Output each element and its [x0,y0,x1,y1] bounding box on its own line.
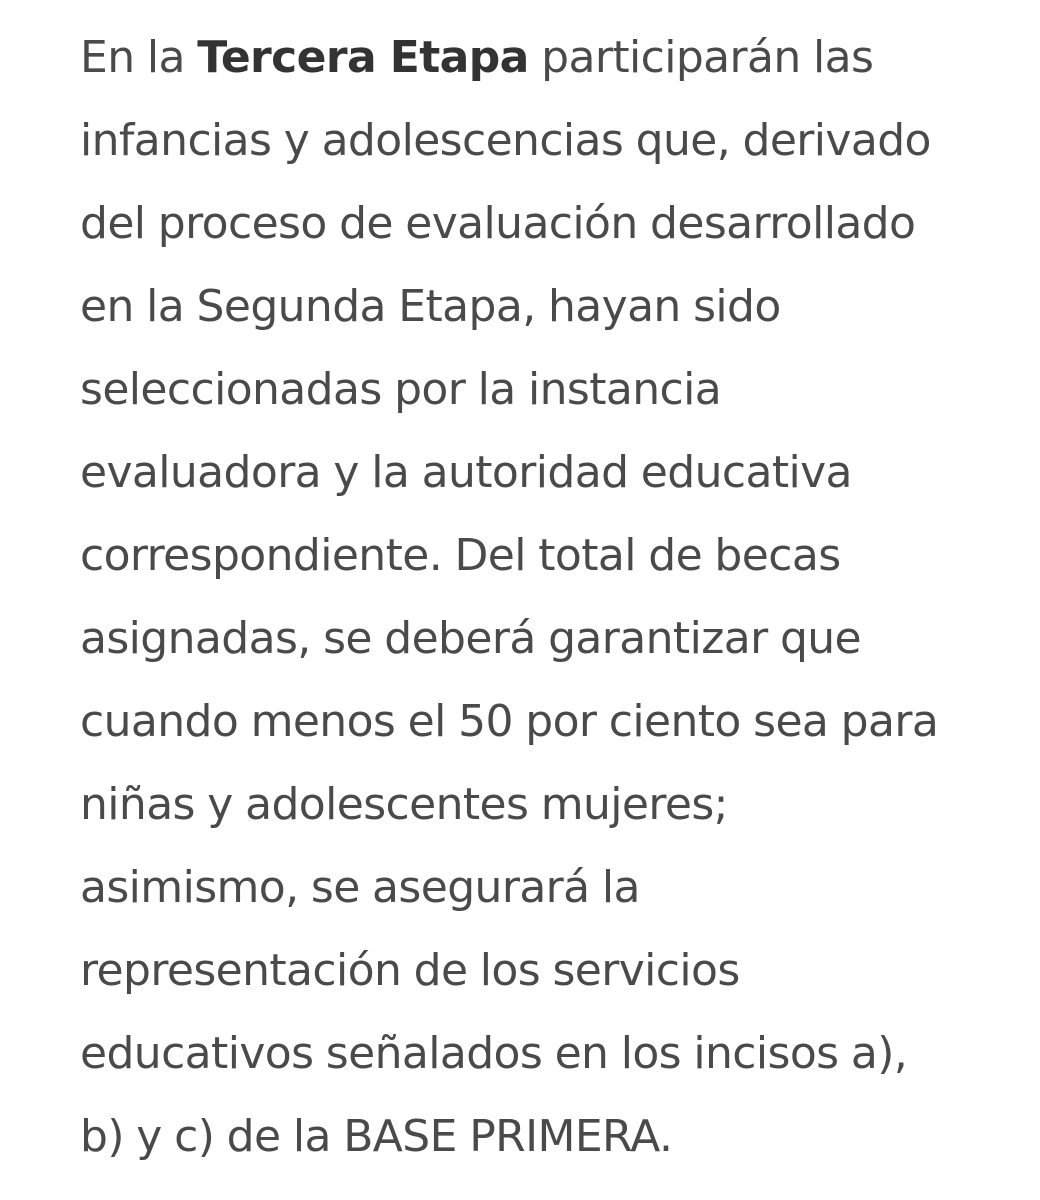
article-paragraph [80,16,1000,1178]
paragraph-line: seleccionadas por la instancia [80,364,722,415]
paragraph-line: niñas y adolescentes mujeres; [80,779,728,830]
paragraph-line: asimismo, se asegurará la [80,862,640,913]
paragraph-line: del proceso de evaluación desarrollado [80,198,916,249]
paragraph-line: evaluadora y la autoridad educativa [80,447,852,498]
paragraph-line: educativos señalados en los incisos a), [80,1028,908,1079]
paragraph-line: correspondiente. Del total de becas [80,530,841,581]
paragraph-lead-text: En la [80,32,198,83]
paragraph-line [80,16,1000,99]
paragraph-lead-rest-text: participarán las [528,32,874,83]
paragraph-line: asignadas, se deberá garantizar que [80,613,862,664]
paragraph-line: infancias y adolescencias que, derivado [80,115,931,166]
paragraph-line: representación de los servicios [80,945,740,996]
paragraph-line: en la Segunda Etapa, hayan sido [80,281,781,332]
paragraph-line: cuando menos el 50 por ciento sea para [80,696,939,747]
emphasis-text: Tercera Etapa [197,32,529,83]
paragraph-line: b) y c) de la BASE PRIMERA. [80,1111,673,1162]
